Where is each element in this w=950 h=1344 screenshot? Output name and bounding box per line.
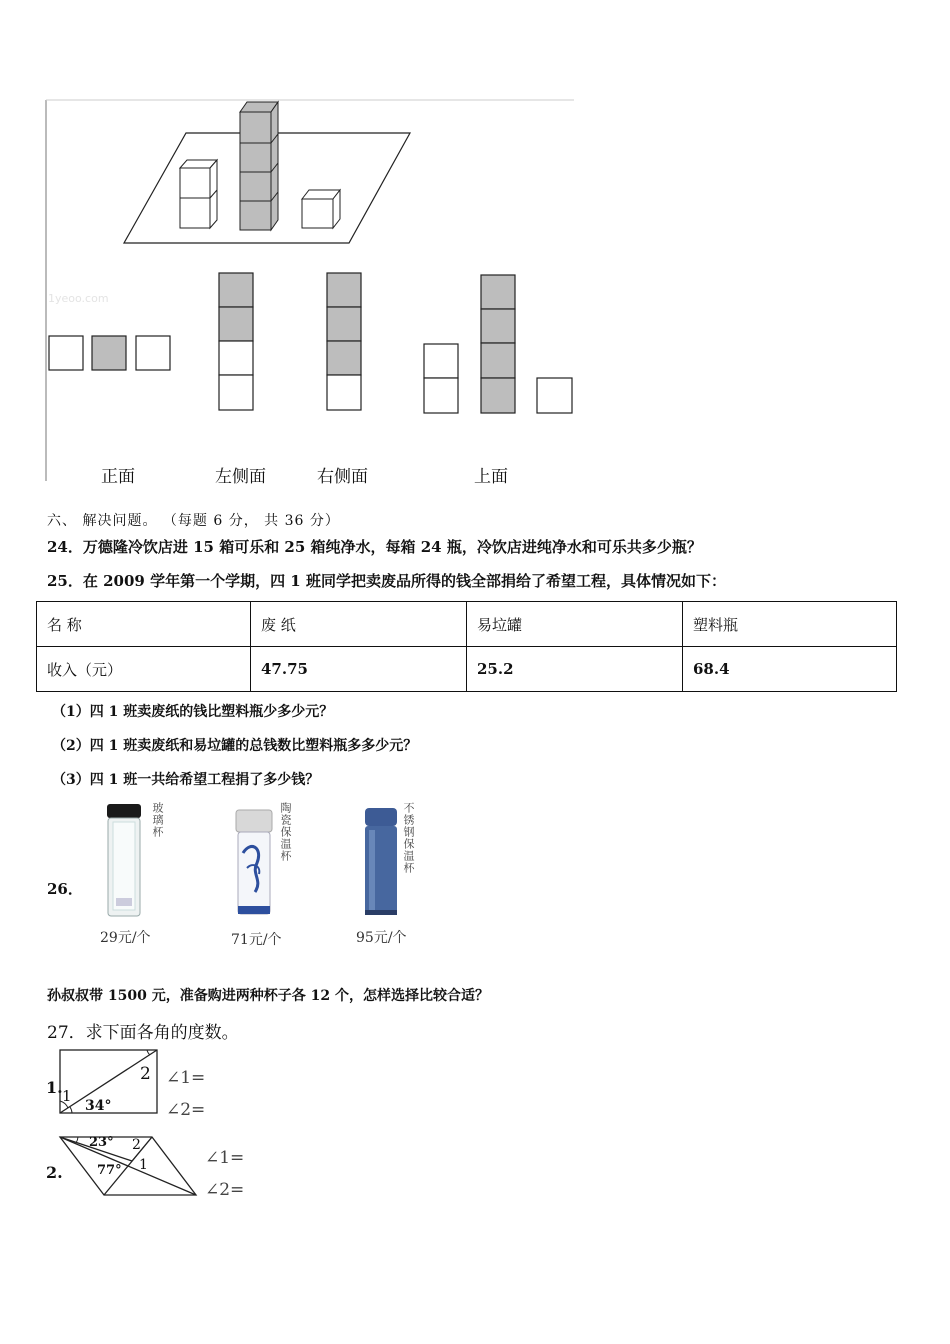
question-26-number: 26．	[47, 880, 83, 898]
angle-mark-2: 2	[132, 1137, 141, 1153]
question-25-part-1: （1）四 1 班卖废纸的钱比塑料瓶少多少元？	[52, 704, 334, 720]
cup-price-label: 95元/个	[356, 930, 407, 946]
angle-1-answer: ∠1=	[205, 1148, 245, 1168]
view-label-top: 上面	[474, 467, 508, 487]
question-25: 25．在 2009 学年第一个学期，四 1 班同学把卖废品所得的钱全部捐给了希望工程，具体情况如下：	[47, 572, 726, 590]
cup-name-label: 不锈钢保温杯	[402, 802, 415, 874]
table-cell: 68.4	[683, 647, 897, 692]
angle-mark-1: 1	[62, 1087, 72, 1105]
question-25-part-3: （3）四 1 班一共给希望工程捐了多少钱？	[52, 772, 320, 788]
table-cell: 易垃罐	[467, 602, 683, 647]
figure-1-label: 1.	[46, 1078, 63, 1097]
glass-cup-image	[104, 802, 144, 918]
steel-cup-image	[361, 806, 401, 918]
question-27-title: 27．求下面各角的度数。	[47, 1023, 239, 1043]
angle-degree-label: 77°	[97, 1163, 122, 1178]
cup-name-label: 玻璃杯	[151, 802, 164, 838]
income-table	[36, 601, 897, 692]
table-cell: 废 纸	[251, 602, 467, 647]
views-figure	[44, 98, 576, 488]
table-cell: 25.2	[467, 647, 683, 692]
angle-1-answer: ∠1=	[166, 1068, 206, 1088]
watermark-text: 1yeoo.com	[48, 292, 109, 305]
angle-2-answer: ∠2=	[166, 1100, 206, 1120]
table-cell: 名 称	[37, 602, 251, 647]
ceramic-cup-image	[233, 808, 275, 918]
table-cell: 收入（元）	[37, 647, 251, 692]
section-six-title: 六、 解决问题。 （每题 6 分， 共 36 分）	[47, 513, 340, 529]
table-row	[37, 602, 897, 647]
question-25-part-2: （2）四 1 班卖废纸和易垃罐的总钱数比塑料瓶多多少元？	[52, 738, 418, 754]
cube-diagram	[44, 98, 576, 488]
view-label-front: 正面	[101, 467, 135, 487]
question-26-text: 孙叔叔带 1500 元，准备购进两种杯子各 12 个，怎样选择比较合适？	[47, 988, 489, 1004]
angle-mark-2: 2	[140, 1064, 151, 1084]
angle-2-answer: ∠2=	[205, 1180, 245, 1200]
cup-price-label: 29元/个	[100, 930, 151, 946]
angle-figure-2	[56, 1133, 202, 1199]
angle-degree-label: 34°	[85, 1098, 112, 1114]
cup-name-label: 陶瓷保温杯	[279, 802, 292, 862]
cup-price-label: 71元/个	[231, 932, 282, 948]
table-cell: 塑料瓶	[683, 602, 897, 647]
table-cell: 47.75	[251, 647, 467, 692]
angle-mark-1: 1	[139, 1157, 148, 1173]
view-label-right: 右侧面	[317, 467, 368, 487]
angle-degree-label: 23°	[89, 1135, 114, 1150]
table-row	[37, 647, 897, 692]
view-label-left: 左侧面	[215, 467, 266, 487]
question-24: 24．万德隆冷饮店进 15 箱可乐和 25 箱纯净水，每箱 24 瓶，冷饮店进纯净水和可乐共多少瓶？	[47, 538, 702, 556]
figure-2-label: 2.	[46, 1163, 63, 1182]
